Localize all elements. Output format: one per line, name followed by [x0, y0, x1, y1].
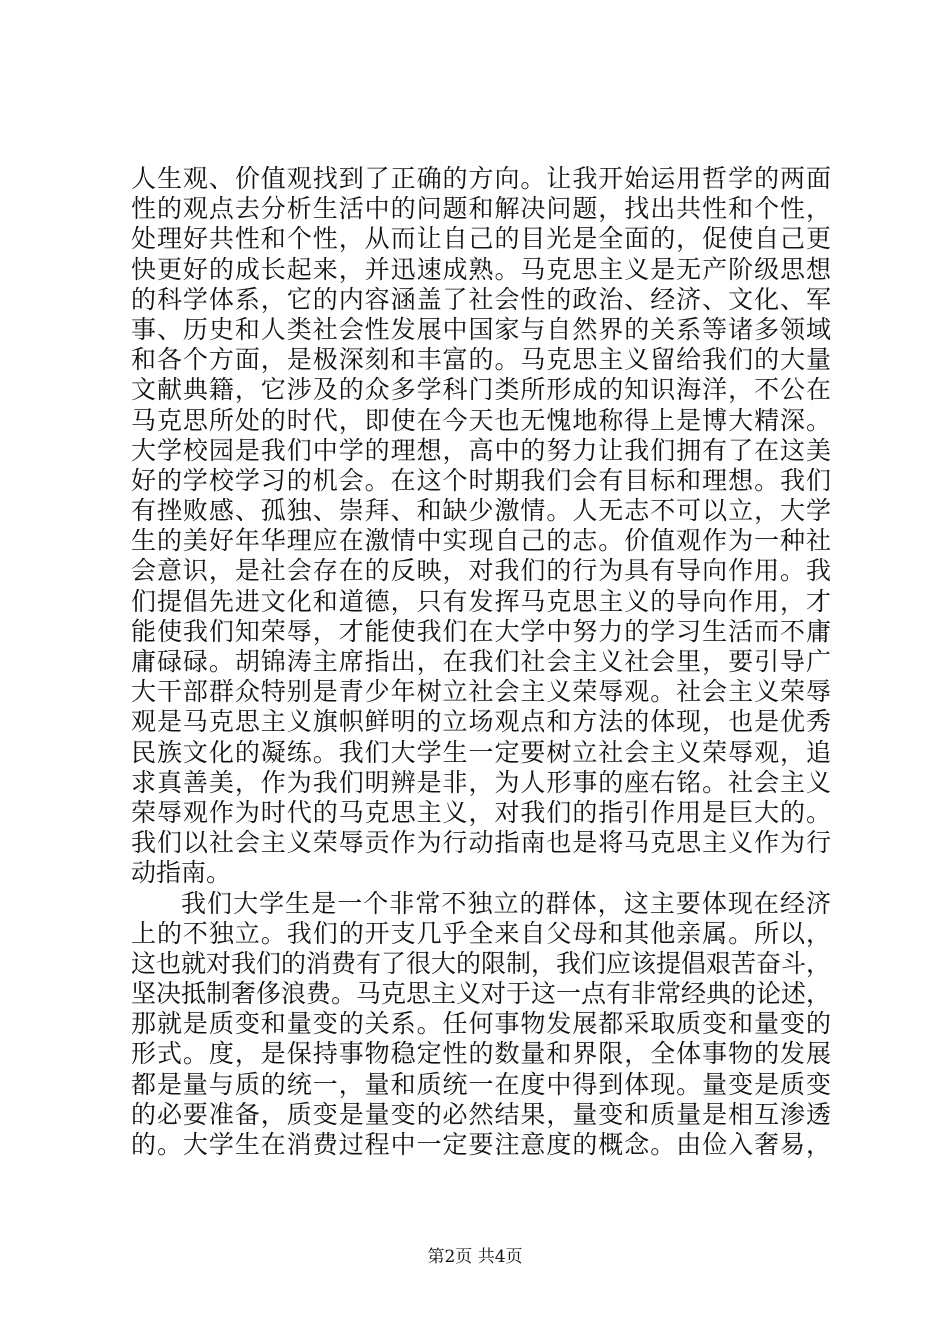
text-line: 上的不独立。我们的开支几乎全来自父母和其他亲属。所以， — [131, 918, 831, 948]
text-line: 大干部群众特别是青少年树立社会主义荣辱观。社会主义荣辱 — [131, 677, 831, 707]
text-line: 观是马克思主义旗帜鲜明的立场观点和方法的体现，也是优秀 — [131, 707, 831, 737]
text-line: 生的美好年华理应在激情中实现自己的志。价值观作为一种社 — [131, 526, 831, 556]
paragraph-1 — [131, 164, 831, 889]
text-line: 庸碌碌。胡锦涛主席指出，在我们社会主义社会里，要引导广 — [131, 647, 831, 676]
text-line: 人生观、价值观找到了正确的方向。让我开始运用哲学的两面 — [131, 164, 831, 193]
text-line: 事、历史和人类社会性发展中国家与自然界的关系等诸多领域 — [131, 314, 831, 344]
text-line: 民族文化的凝练。我们大学生一定要树立社会主义荣辱观，追 — [131, 737, 831, 767]
text-line: 性的观点去分析生活中的问题和解决问题，找出共性和个性， — [131, 194, 831, 224]
body-text — [131, 164, 831, 1160]
text-line: 们提倡先进文化和道德，只有发挥马克思主义的导向作用，才 — [131, 586, 831, 616]
paragraph-2 — [131, 889, 831, 1161]
text-line: 马克思所处的时代，即使在今天也无愧地称得上是博大精深。 — [131, 405, 831, 435]
text-line: 的。大学生在消费过程中一定要注意度的概念。由俭入奢易， — [131, 1130, 831, 1159]
text-line: 坚决抵制奢侈浪费。马克思主义对于这一点有非常经典的论述， — [131, 979, 832, 1009]
text-line: 处理好共性和个性，从而让自己的目光是全面的，促使自己更 — [131, 224, 831, 254]
text-line: 和各个方面，是极深刻和丰富的。马克思主义留给我们的大量 — [131, 345, 831, 375]
text-line: 动指南。 — [131, 858, 232, 888]
text-line: 形式。度，是保持事物稳定性的数量和界限，全体事物的发展 — [131, 1039, 831, 1069]
text-line: 都是量与质的统一，量和质统一在度中得到体现。量变是质变 — [131, 1069, 831, 1099]
text-line: 我们大学生是一个非常不独立的群体，这主要体现在经济 — [181, 888, 831, 918]
text-line: 好的学校学习的机会。在这个时期我们会有目标和理想。我们 — [131, 465, 831, 495]
text-line: 有挫败感、孤独、崇拜、和缺少激情。人无志不可以立，大学 — [131, 496, 831, 526]
text-line: 快更好的成长起来，并迅速成熟。马克思主义是无产阶级思想 — [131, 254, 831, 284]
text-line: 能使我们知荣辱，才能使我们在大学中努力的学习生活而不庸 — [131, 616, 831, 646]
page-footer — [0, 1242, 950, 1267]
text-line: 的必要准备，质变是量变的必然结果，量变和质量是相互渗透 — [131, 1099, 831, 1129]
text-line: 荣辱观作为时代的马克思主义，对我们的指引作用是巨大的。 — [131, 797, 831, 827]
text-line: 大学校园是我们中学的理想，高中的努力让我们拥有了在这美 — [131, 435, 831, 465]
text-line: 那就是质变和量变的关系。任何事物发展都采取质变和量变的 — [131, 1009, 831, 1039]
text-line: 我们以社会主义荣辱贡作为行动指南也是将马克思主义作为行 — [131, 828, 831, 858]
text-line: 文献典籍，它涉及的众多学科门类所形成的知识海洋，不公在 — [131, 375, 831, 405]
text-line: 会意识，是社会存在的反映，对我们的行为具有导向作用。我 — [131, 556, 831, 586]
text-line: 的科学体系，它的内容涵盖了社会性的政治、经济、文化、军 — [131, 284, 831, 314]
text-line: 求真善美，作为我们明辨是非，为人形事的座右铭。社会主义 — [131, 767, 831, 797]
page-number: 第2页 共4页 — [427, 1247, 523, 1267]
text-line: 这也就对我们的消费有了很大的限制，我们应该提倡艰苦奋斗， — [131, 948, 832, 978]
